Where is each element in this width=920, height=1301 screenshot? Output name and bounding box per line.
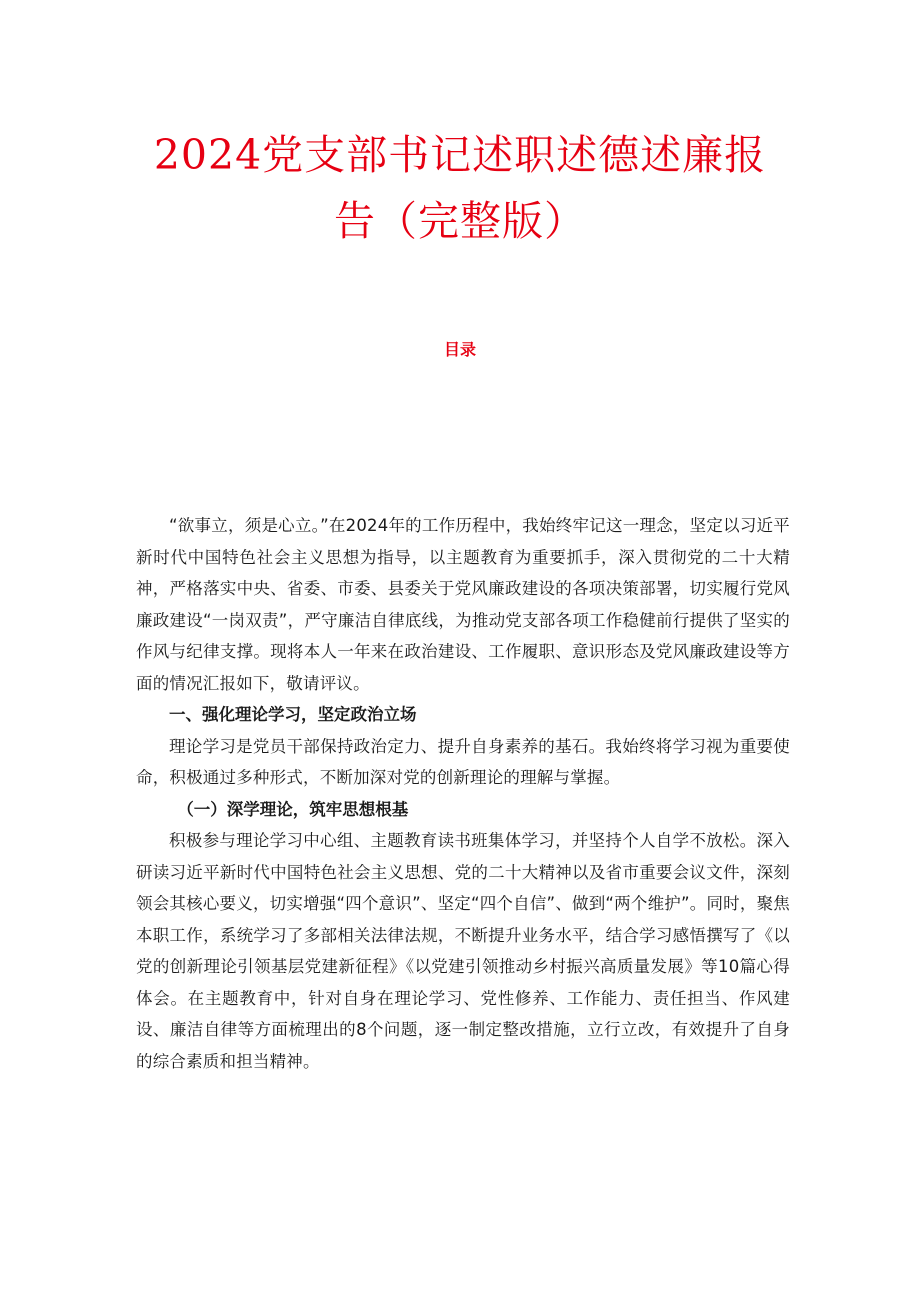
document-title: 2024党支部书记述职述德述廉报告（完整版） [153,131,767,245]
intro-paragraph: “欲事立，须是心立。”在2024年的工作历程中，我始终牢记这一理念，坚定以习近平新时代中国特色社会主义思想为指导，以主题教育为重要抓手，深入贯彻党的二十大精神，严格落实中央、省委、市委、县委关于党风廉政建设的各项决策部署，切实履行党风廉政建设“一岗双责”，严守廉洁自律底线，为推动党支部各项工作稳健前行提供了坚实的作风与纪律支撑。现将本人一年来在政治建设、工作履职、意识形态及党风廉政建设等方面的情况汇报如下，敬请评议。 [136,516,790,693]
section-heading-1: 一、强化理论学习，坚定政治立场 [169,705,417,724]
section-1-paragraph: 理论学习是党员干部保持政治定力、提升自身素养的基石。我始终将学习视为重要使命，积极通过多种形式，不断加深对党的创新理论的理解与掌握。 [136,736,790,787]
toc-heading: 目录 [443,340,476,359]
subsection-1-paragraph: 积极参与理论学习中心组、主题教育读书班集体学习，并坚持个人自学不放松。深入研读习近平新时代中国特色社会主义思想、党的二十大精神以及省市重要会议文件，深刻领会其核心要义，切实增强“四个意识”、坚定“四个自信”、做到“两个维护”。同时，聚焦本职工作，系统学习了多部相关法律法规，不断提升业务水平，结合学习感悟撰写了《以党的创新理论引领基层党建新征程》《以党建引领推动乡村振兴高质量发展》等10篇心得体会。在主题教育中，针对自身在理论学习、党性修养、工作能力、责任担当、作风建设、廉洁自律等方面梳理出的8个问题，逐一制定整改措施，立行立改，有效提升了自身的综合素质和担当精神。 [136,831,790,1071]
subsection-heading-1: （一）深学理论，筑牢思想根基 [177,799,409,819]
document-body [136,510,790,1077]
